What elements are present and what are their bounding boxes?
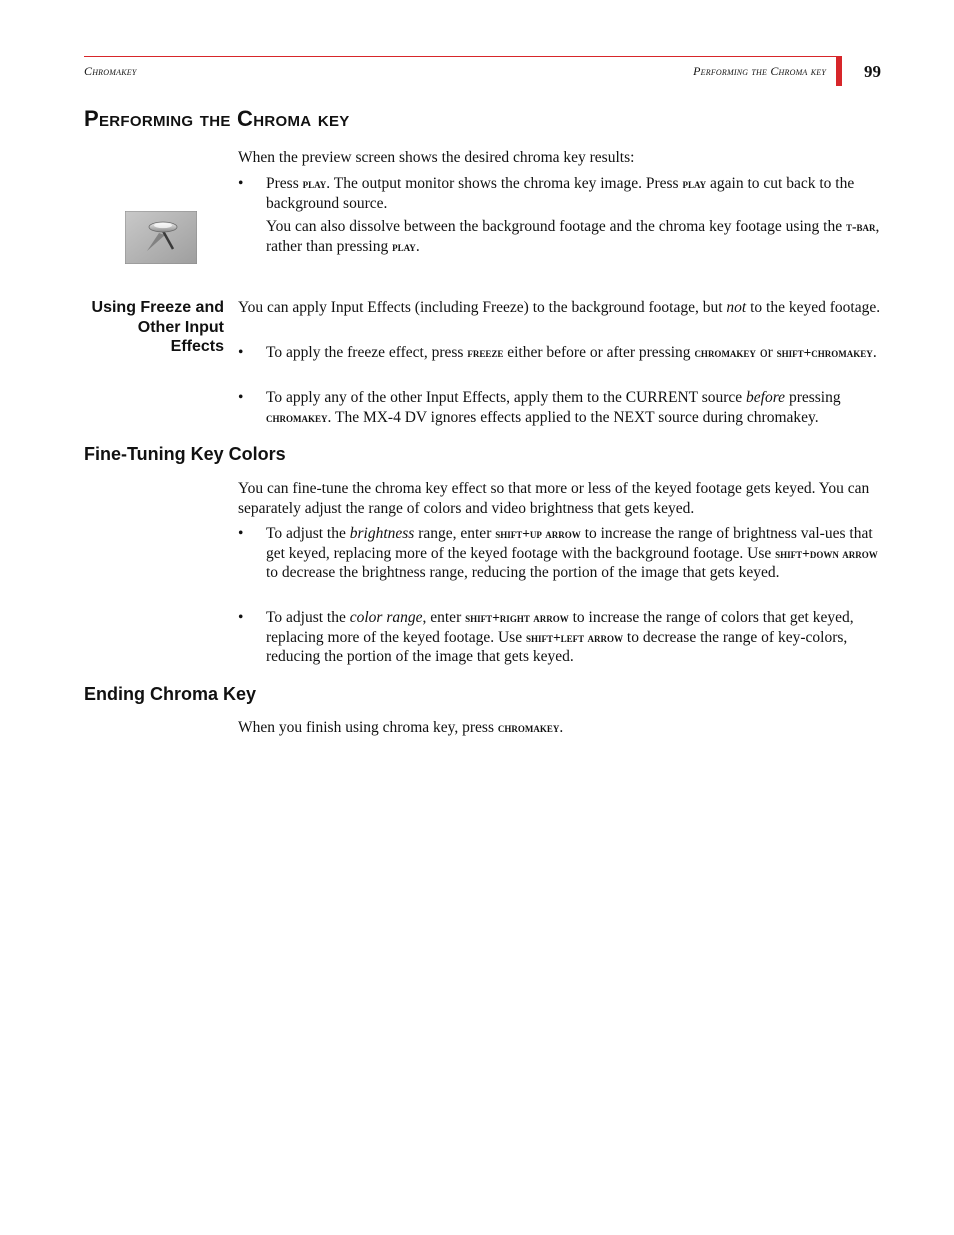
header-section: Performing the Chroma key <box>693 64 826 78</box>
t-bar-icon <box>125 211 197 264</box>
ending-paragraph: When you finish using chroma key, press chromakey. <box>238 719 564 736</box>
key-shift-left-arrow: shift+left arrow <box>525 629 624 645</box>
fine-tuning-intro: You can fine-tune the chroma key effect so that more or less of the keyed footage gets keyed. You can separately adjust the range of colors and video brightness that gets keyed. <box>238 480 870 517</box>
bullet: • <box>238 609 244 626</box>
key-shift-down-arrow: shift+down arrow <box>775 545 878 561</box>
key-chromakey: chromakey <box>497 720 560 735</box>
page-number: 99 <box>864 62 881 81</box>
side-heading: Using Freeze and Other Input Effects <box>91 299 224 355</box>
key-shift-right-arrow: shift+right arrow <box>465 610 569 625</box>
list-item: • To adjust the color range, enter shift+right arrow to increase the range of colors that get keyed, replacing more of the keyed footage. Use shift+left arrow to decrease the range of key-colors, reducing the portion of the image that gets keyed. <box>238 609 854 665</box>
note-paragraph: You can also dissolve between the background footage and the chroma key footage using the t-bar, rather than pressing play. <box>266 218 880 255</box>
key-shift-chromakey: shift+chromakey <box>776 345 873 360</box>
key-play: play <box>682 176 707 191</box>
freeze-intro: You can apply Input Effects (including Freeze) to the background footage, but not to the keyed footage. <box>238 299 881 316</box>
list-item: • To apply any of the other Input Effects, apply them to the CURRENT source before pressing chromakey. The MX-4 DV ignores effects applied to the NEXT source during chromakey. <box>238 389 841 426</box>
header-rule <box>84 56 838 57</box>
section-intro: When the preview screen shows the desired chroma key results: <box>238 149 635 166</box>
key-play: play <box>302 176 327 191</box>
header-chapter: Chromakey <box>84 64 137 78</box>
bullet: • <box>238 525 244 542</box>
bullet: • <box>238 344 244 361</box>
key-chromakey: chromakey <box>694 345 756 360</box>
key-chromakey: chromakey <box>266 409 328 425</box>
key-t-bar: t-bar <box>845 219 876 234</box>
bullet: • <box>238 175 244 192</box>
ending-heading: Ending Chroma Key <box>84 684 257 704</box>
key-play: play <box>392 238 416 254</box>
list-item: • Press play. The output monitor shows the chroma key image. Press play again to cut back to the background source. <box>238 175 855 212</box>
bullet: • <box>238 389 244 406</box>
key-freeze: freeze <box>467 345 504 360</box>
list-item: • To adjust the brightness range, enter shift+up arrow to increase the range of brightness val-ues that get keyed, replacing more of the keyed footage with the background footage. Use shift+down arrow to decrease the brightness range, reducing the portion of the image that gets keyed. <box>238 525 878 581</box>
fine-tuning-heading: Fine-Tuning Key Colors <box>84 444 286 464</box>
list-item: • To apply the freeze effect, press freeze either before or after pressing chromakey or shift+chromakey. <box>238 344 877 361</box>
header-accent-bar <box>836 56 842 86</box>
section-title: Performing the Chroma key <box>84 106 350 131</box>
key-shift-up-arrow: shift+up arrow <box>495 526 581 541</box>
